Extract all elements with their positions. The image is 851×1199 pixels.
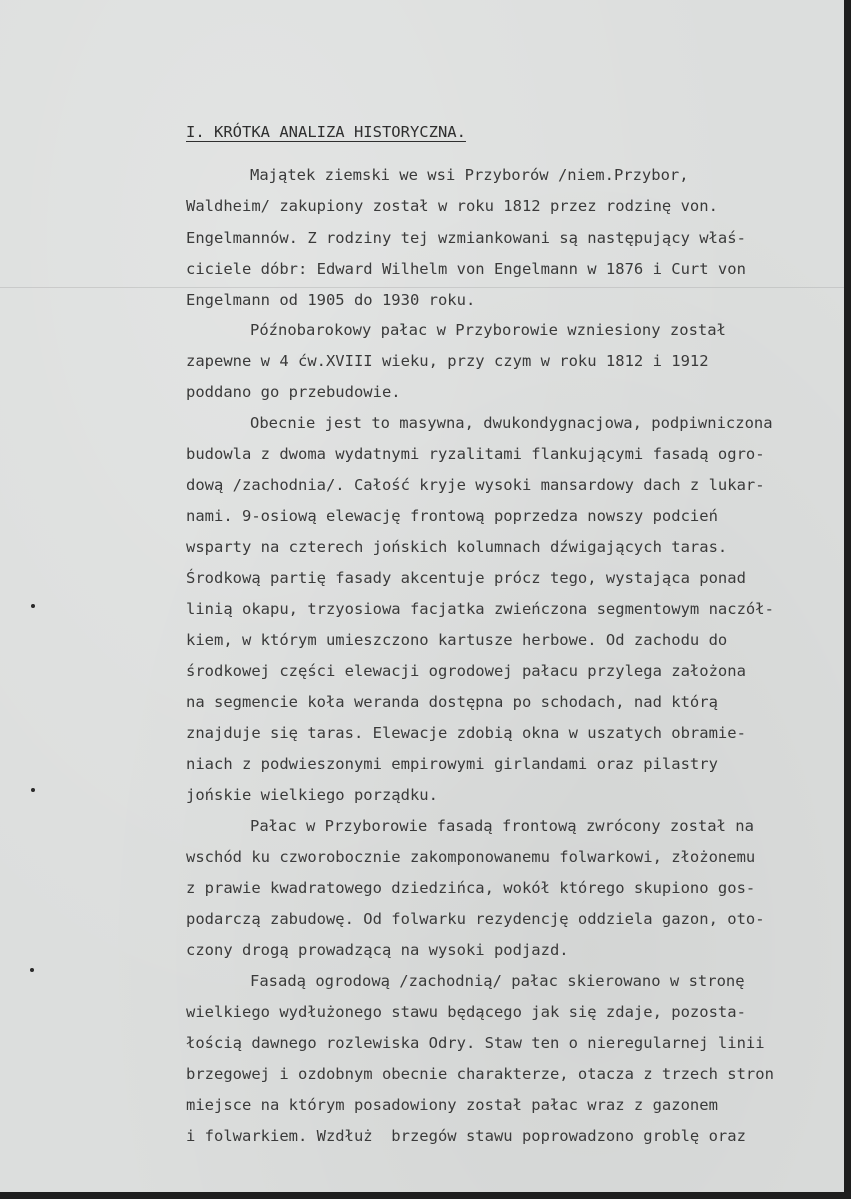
text-line: brzegowej i ozdobnym obecnie charakterze, otacza z trzech stron bbox=[186, 1065, 774, 1083]
text-line: z prawie kwadratowego dziedzińca, wokół którego skupiono gos- bbox=[186, 879, 756, 897]
text-line: budowla z dwoma wydatnymi ryzalitami flankującymi fasadą ogro- bbox=[186, 445, 765, 463]
text-line: linią okapu, trzyosiowa facjatka zwieńczona segmentowym naczół- bbox=[186, 600, 774, 618]
text-line: Pałac w Przyborowie fasadą frontową zwrócony został na bbox=[250, 817, 754, 835]
text-line: poddano go przebudowie. bbox=[186, 383, 401, 401]
text-line: wschód ku czworobocznie zakomponowanemu folwarkowi, złożonemu bbox=[186, 848, 756, 866]
text-line: miejsce na którym posadowiony został pałac wraz z gazonem bbox=[186, 1096, 718, 1114]
punch-mark bbox=[31, 788, 35, 792]
section-heading: I. KRÓTKA ANALIZA HISTORYCZNA. bbox=[186, 123, 466, 141]
text-line: wielkiego wydłużonego stawu będącego jak się zdaje, pozosta- bbox=[186, 1003, 746, 1021]
text-line: i folwarkiem. Wzdłuż brzegów stawu poprowadzono groblę oraz bbox=[186, 1127, 746, 1145]
text-line: Engelmann od 1905 do 1930 roku. bbox=[186, 291, 476, 309]
text-line: ciciele dóbr: Edward Wilhelm von Engelmann w 1876 i Curt von bbox=[186, 260, 746, 278]
scan-edge-right bbox=[844, 0, 851, 1199]
text-line: czony drogą prowadzącą na wysoki podjazd. bbox=[186, 941, 569, 959]
text-line: dową /zachodnia/. Całość kryje wysoki mansardowy dach z lukar- bbox=[186, 476, 765, 494]
text-line: jońskie wielkiego porządku. bbox=[186, 786, 438, 804]
text-line: Obecnie jest to masywna, dwukondygnacjowa, podpiwniczona bbox=[250, 414, 773, 432]
text-line: Waldheim/ zakupiony został w roku 1812 przez rodzinę von. bbox=[186, 197, 718, 215]
text-line: na segmencie koła weranda dostępna po schodach, nad którą bbox=[186, 693, 718, 711]
scan-edge-bottom bbox=[0, 1192, 851, 1199]
text-line: łością dawnego rozlewiska Odry. Staw ten o nieregularnej linii bbox=[186, 1034, 765, 1052]
punch-mark bbox=[31, 604, 35, 608]
text-line: środkowej części elewacji ogrodowej pałacu przylega założona bbox=[186, 662, 746, 680]
paper-fold-line bbox=[0, 287, 844, 288]
text-line: wsparty na czterech jońskich kolumnach dźwigających taras. bbox=[186, 538, 728, 556]
text-line: Majątek ziemski we wsi Przyborów /niem.Przybor, bbox=[250, 166, 689, 184]
text-line: Środkową partię fasady akcentuje prócz tego, wystająca ponad bbox=[186, 569, 746, 587]
text-line: znajduje się taras. Elewacje zdobią okna w uszatych obramie- bbox=[186, 724, 746, 742]
text-line: podarczą zabudowę. Od folwarku rezydencję oddziela gazon, oto- bbox=[186, 910, 765, 928]
text-line: kiem, w którym umieszczono kartusze herbowe. Od zachodu do bbox=[186, 631, 728, 649]
text-line: Engelmannów. Z rodziny tej wzmiankowani są następujący właś- bbox=[186, 229, 746, 247]
punch-mark bbox=[30, 968, 34, 972]
text-line: Fasadą ogrodową /zachodnią/ pałac skierowano w stronę bbox=[250, 972, 745, 990]
text-line: zapewne w 4 ćw.XVIII wieku, przy czym w roku 1812 i 1912 bbox=[186, 352, 709, 370]
text-line: niach z podwieszonymi empirowymi girlandami oraz pilastry bbox=[186, 755, 718, 773]
text-line: nami. 9-osiową elewację frontową poprzedza nowszy podcień bbox=[186, 507, 718, 525]
text-line: Późnobarokowy pałac w Przyborowie wzniesiony został bbox=[250, 321, 726, 339]
